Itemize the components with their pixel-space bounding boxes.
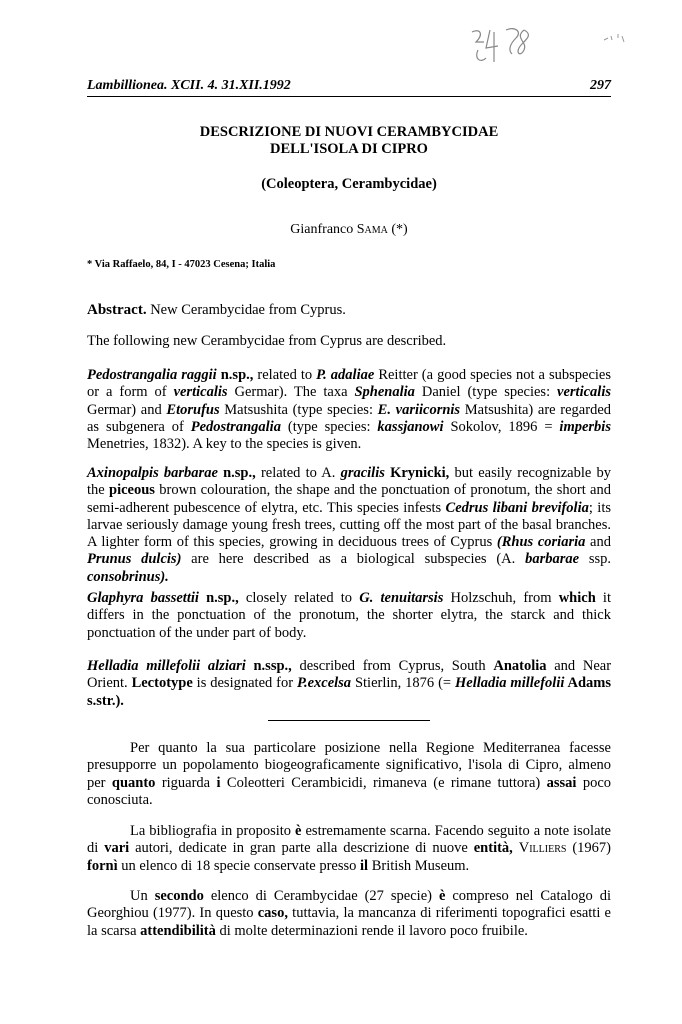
author-first-name: Gianfranco (290, 222, 354, 237)
text-run: compreso nel Catalogo di Georghiou (1977). In questo (87, 888, 611, 922)
text-run: estremamente scarna. Facendo seguito a note isolate di (87, 823, 611, 857)
taxon-name: P. adaliae (316, 367, 375, 383)
taxon-name: G. tenuitarsis (359, 590, 444, 606)
text-run: Per quanto la sua particolare posizione nella Regione Mediterranea facesse presupporre un popolamento biogeograficamente significativo, l'isola di Cipro, almeno per (87, 740, 611, 791)
text-run: assai (546, 774, 577, 791)
species-name: Helladia millefolii alziari (87, 658, 246, 674)
taxon-name: Etorufus (166, 401, 220, 418)
abstract (87, 302, 611, 319)
text-run: related to A. (255, 465, 341, 481)
text-run: vari (104, 840, 130, 857)
taxon-name: Sphenalia (354, 384, 415, 401)
text-run: i (216, 774, 221, 791)
journal-citation: Lambillionea. XCII. 4. 31.XII.1992 (87, 78, 291, 93)
title-line-1: DESCRIZIONE DI NUOVI CERAMBYCIDAE (199, 124, 499, 140)
text-run: Holzschuh, from (443, 590, 559, 606)
species-paragraph-4 (87, 658, 611, 710)
species-status: n.sp., (220, 367, 254, 383)
text-run: tuttavia, la mancanza di riferimenti topografici esatti e la scarsa (87, 905, 611, 939)
text-run: Lectotype (131, 675, 193, 692)
text-run: Anatolia (493, 658, 547, 674)
body-paragraph-1 (87, 740, 611, 809)
text-run: entità, (473, 840, 513, 857)
text-run: which (558, 590, 596, 606)
taxon-name: E. variicornis (377, 401, 461, 418)
text-run: Germar) and (87, 401, 167, 418)
abstract-text: New Cerambycidae from Cyprus. (150, 302, 346, 318)
running-head (87, 78, 611, 98)
taxon-name: verticalis (173, 384, 228, 401)
title-line-2: DELL'ISOLA DI CIPRO (270, 141, 428, 157)
text-run: closely related to (238, 590, 360, 606)
taxon-name: gracilis (340, 465, 385, 481)
text-run: Stierlin, 1876 (= (351, 675, 455, 692)
taxon-name: Prunus dulcis) (87, 551, 182, 568)
handwritten-number-mark (466, 24, 536, 70)
text-run: caso, (257, 905, 288, 922)
text-run: brown colouration, the shape and the ponctuation of pronotum, the short and semi-adherent pubescence of elytra, etc. This species infests (87, 482, 611, 516)
text-run: Reitter (a good species not a subspecies or a form of (87, 367, 611, 401)
text-run: Daniel (type species: (414, 384, 558, 401)
text-run: poco conosciuta. (87, 774, 612, 808)
taxon-name: kassjanowi (377, 418, 444, 435)
page-number: 297 (590, 78, 611, 93)
author-footnote-mark: (*) (391, 222, 408, 237)
taxon-name: barbarae (525, 551, 580, 568)
text-run: autori, dedicate in gran parte alla descrizione di nuove (129, 840, 474, 857)
text-run: Coleotteri Cerambicidi, rimaneva (e rimane tuttora) (220, 774, 547, 791)
text-run: di molte determinazioni rende il lavoro poco fruibile. (215, 922, 528, 939)
text-run: secondo (154, 888, 204, 904)
text-run: attendibilità (140, 922, 216, 939)
text-run: fornì (87, 857, 118, 874)
species-status: n.ssp., (253, 658, 292, 674)
text-run: Un (130, 888, 155, 904)
text-run: riguarda (155, 774, 217, 791)
text-run: è (438, 888, 446, 904)
text-run: described from Cyprus, South (291, 658, 494, 674)
text-run: Germar). The taxa (227, 384, 355, 401)
text-run: (type species: (280, 418, 378, 435)
author-last-name: Sama (356, 222, 388, 237)
article-subtitle: (Coleoptera, Cerambycidae) (261, 176, 437, 192)
body-paragraph-2 (87, 823, 611, 875)
author-line (87, 222, 611, 238)
text-run: La bibliografia in proposito (130, 823, 296, 839)
body-paragraph-3 (87, 888, 611, 940)
text-run: un elenco di 18 specie conservate presso (117, 857, 360, 874)
header-rule (87, 96, 611, 97)
text-run: Sokolov, 1896 = (443, 418, 560, 435)
text-run: and (585, 534, 611, 551)
taxon-name: Pedostrangalia (190, 418, 281, 435)
text-run: and Near Orient. (87, 658, 612, 692)
text-run: are here described as a biological subspecies (A. (181, 551, 526, 568)
species-paragraph-3 (87, 590, 611, 642)
species-name: Axinopalpis barbarae (87, 465, 218, 481)
text-run: related to (253, 367, 317, 383)
text-run: ; its larvae seriously damage young fresh trees, cutting off the most part of the basal branches. A lighter form of this species, growing in deciduous trees of Cyprus (87, 499, 611, 551)
text-run: is designated for (192, 675, 297, 692)
taxon-name: consobrinus). (87, 568, 169, 585)
abstract-label: Abstract. (87, 302, 147, 318)
species-status: n.sp., (206, 590, 239, 606)
text-run: Menetries, 1832). A key to the species is given. (87, 436, 362, 453)
text-run: Matsushita) are regarded as subgenera of (87, 401, 612, 435)
cited-author: Villiers (518, 840, 567, 857)
taxon-name: Helladia millefolii (454, 675, 565, 692)
text-run: but easily recognizable by the (87, 465, 612, 499)
text-run: piceous (109, 482, 155, 499)
author-address: * Via Raffaelo, 84, I - 47023 Cesena; Italia (87, 259, 276, 270)
taxon-name: Cedrus libani brevifolia (445, 499, 589, 516)
intro-paragraph: The following new Cerambycidae from Cyprus are described. (87, 333, 447, 349)
text-run: è (295, 823, 302, 839)
taxon-name: P.excelsa (296, 675, 352, 692)
text-run: ssp. (579, 551, 611, 568)
species-name: Pedostrangalia raggii (87, 367, 217, 383)
text-run: it differs in the ponctuation of the pronotum, the shorter elytra, the starck and thick ponctuation of the under part of body. (87, 590, 611, 641)
species-paragraph-1 (87, 367, 611, 453)
article-title (87, 124, 611, 158)
text-run: elenco di Cerambycidae (27 specie) (203, 888, 439, 904)
text-run: il (360, 857, 369, 874)
taxon-name: verticalis (557, 384, 612, 401)
text-run: Adams s.str.). (87, 675, 612, 709)
author-name: Krynicki, (384, 465, 450, 481)
text-run: (1967) (566, 840, 612, 857)
section-divider (268, 720, 430, 721)
taxon-name: imperbis (559, 418, 611, 435)
species-name: Glaphyra bassettii (87, 590, 199, 606)
text-run: Matsushita (type species: (219, 401, 378, 418)
corner-pencil-mark (602, 30, 628, 46)
text-run: British Museum. (368, 857, 470, 874)
species-paragraph-2 (87, 465, 611, 586)
species-status: n.sp., (223, 465, 256, 481)
taxon-name: (Rhus coriaria (496, 534, 586, 551)
text-run: quanto (111, 774, 156, 791)
